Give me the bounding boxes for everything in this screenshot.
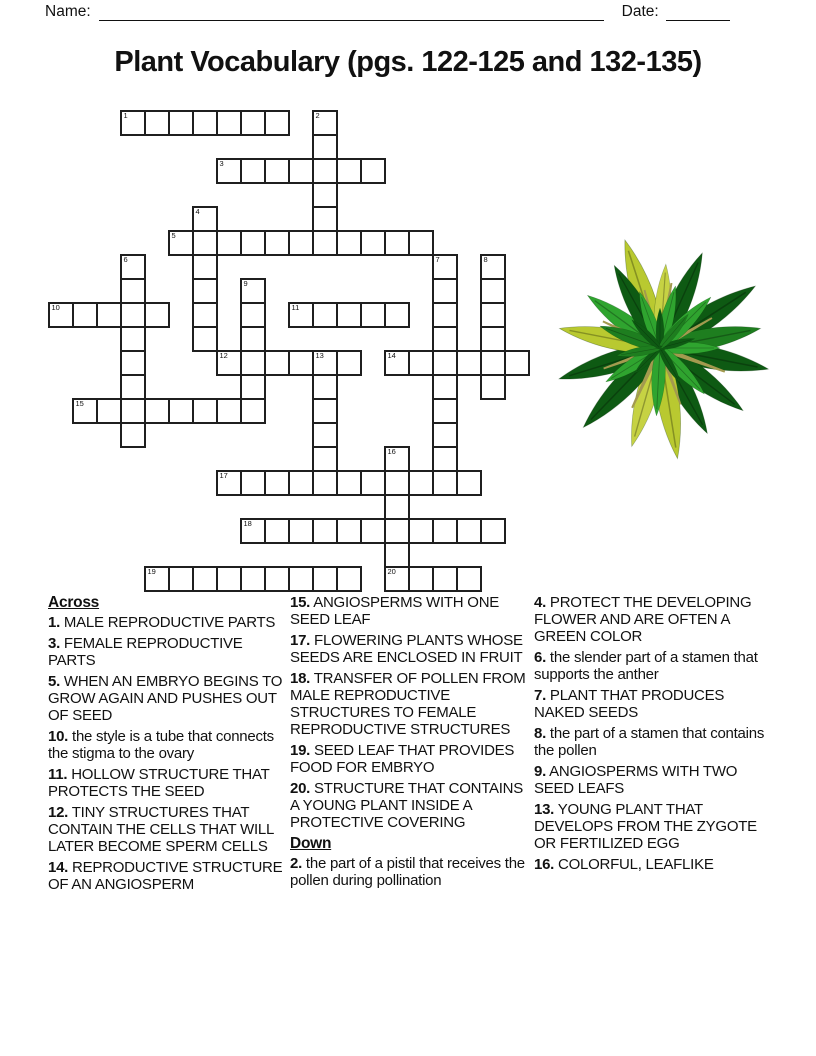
grid-cell[interactable]	[120, 302, 146, 328]
clue-6: 6. the slender part of a stamen that supports the anther	[534, 649, 758, 683]
grid-cell[interactable]	[240, 374, 266, 400]
grid-cell[interactable]	[288, 470, 314, 496]
cell-number: 10	[51, 303, 60, 312]
grid-cell[interactable]	[144, 302, 170, 328]
grid-cell[interactable]	[432, 518, 458, 544]
grid-cell[interactable]	[192, 278, 218, 304]
grid-cell[interactable]	[432, 278, 458, 304]
date-blank-line	[666, 5, 730, 21]
clue-number: 11.	[48, 766, 68, 783]
grid-cell[interactable]	[432, 422, 458, 448]
clue-number: 9.	[534, 763, 547, 780]
grid-cell[interactable]	[312, 230, 338, 256]
grid-cell[interactable]	[312, 134, 338, 160]
grid-cell[interactable]	[360, 470, 386, 496]
cell-number: 6	[123, 255, 128, 264]
cell-number: 8	[483, 255, 488, 264]
clue-4: 4. PROTECT THE DEVELOPING FLOWER AND ARE OFTEN A GREEN COLOR	[534, 594, 752, 645]
grid-cell[interactable]	[456, 518, 482, 544]
clue-number: 1.	[48, 614, 61, 631]
grid-cell[interactable]	[240, 326, 266, 352]
grid-cell[interactable]	[480, 326, 506, 352]
grid-cell[interactable]	[72, 302, 98, 328]
grid-cell[interactable]	[432, 446, 458, 472]
grid-cell[interactable]	[288, 302, 314, 328]
grid-cell[interactable]	[192, 326, 218, 352]
cell-number: 17	[219, 471, 228, 480]
grid-cell[interactable]	[288, 566, 314, 592]
clue-number: 14.	[48, 859, 69, 876]
grid-cell[interactable]	[168, 398, 194, 424]
grid-cell[interactable]	[264, 230, 290, 256]
clue-number: 16.	[534, 856, 555, 873]
grid-cell[interactable]	[336, 566, 362, 592]
grid-cell[interactable]	[480, 350, 506, 376]
clue-5: 5. WHEN AN EMBRYO BEGINS TO GROW AGAIN AND PUSHES OUT OF SEED	[48, 673, 283, 724]
grid-cell[interactable]	[312, 422, 338, 448]
grid-cell[interactable]	[240, 158, 266, 184]
grid-cell[interactable]	[312, 566, 338, 592]
grid-cell[interactable]	[120, 110, 146, 136]
grid-cell[interactable]	[192, 566, 218, 592]
grid-cell[interactable]	[264, 350, 290, 376]
grid-cell[interactable]	[240, 470, 266, 496]
grid-cell[interactable]	[216, 158, 242, 184]
grid-cell[interactable]	[264, 566, 290, 592]
grid-cell[interactable]	[96, 398, 122, 424]
grid-cell[interactable]	[384, 446, 410, 472]
across-heading: Across	[48, 594, 100, 611]
grid-cell[interactable]	[336, 518, 362, 544]
grid-cell[interactable]	[72, 398, 98, 424]
clue-number: 17.	[290, 632, 311, 649]
clue-number: 10.	[48, 728, 69, 745]
clue-number: 3.	[48, 635, 61, 652]
clue-10: 10. the style is a tube that connects the stigma to the ovary	[48, 728, 274, 762]
grid-cell[interactable]	[120, 326, 146, 352]
grid-cell[interactable]	[480, 254, 506, 280]
cell-number: 15	[75, 399, 84, 408]
name-label: Name:	[45, 3, 91, 20]
grid-cell[interactable]	[312, 110, 338, 136]
grid-cell[interactable]	[216, 350, 242, 376]
grid-cell[interactable]	[168, 110, 194, 136]
clue-3: 3. FEMALE REPRODUCTIVE PARTS	[48, 635, 243, 669]
clue-13: 13. YOUNG PLANT THAT DEVELOPS FROM THE ZYGOTE OR FERTILIZED EGG	[534, 801, 757, 852]
grid-cell[interactable]	[48, 302, 74, 328]
grid-cell[interactable]	[384, 470, 410, 496]
grid-cell[interactable]	[168, 566, 194, 592]
clue-17: 17. FLOWERING PLANTS WHOSE SEEDS ARE ENCLOSED IN FRUIT	[290, 632, 523, 666]
cell-number: 11	[291, 303, 300, 312]
cell-number: 18	[243, 519, 252, 528]
grid-cell[interactable]	[456, 350, 482, 376]
grid-cell[interactable]	[384, 566, 410, 592]
clue-column-3	[534, 594, 776, 877]
clue-7: 7. PLANT THAT PRODUCES NAKED SEEDS	[534, 687, 725, 721]
grid-cell[interactable]	[216, 470, 242, 496]
grid-cell[interactable]	[192, 206, 218, 232]
grid-cell[interactable]	[264, 158, 290, 184]
grid-cell[interactable]	[288, 230, 314, 256]
cell-number: 20	[387, 567, 396, 576]
clue-16: 16. COLORFUL, LEAFLIKE	[534, 856, 714, 873]
grid-cell[interactable]	[240, 278, 266, 304]
grid-cell[interactable]	[480, 302, 506, 328]
grid-cell[interactable]	[216, 230, 242, 256]
grid-cell[interactable]	[264, 470, 290, 496]
cell-number: 9	[243, 279, 248, 288]
grid-cell[interactable]	[120, 422, 146, 448]
grid-cell[interactable]	[192, 110, 218, 136]
grid-cell[interactable]	[240, 518, 266, 544]
clue-number: 8.	[534, 725, 547, 742]
grid-cell[interactable]	[312, 446, 338, 472]
clue-14: 14. REPRODUCTIVE STRUCTURE OF AN ANGIOSPERM	[48, 859, 283, 893]
grid-cell[interactable]	[408, 350, 434, 376]
grid-cell[interactable]	[504, 350, 530, 376]
grid-cell[interactable]	[288, 518, 314, 544]
grid-cell[interactable]	[240, 302, 266, 328]
date-label: Date:	[621, 3, 659, 20]
grid-cell[interactable]	[408, 230, 434, 256]
grid-cell[interactable]	[408, 518, 434, 544]
grid-cell[interactable]	[480, 374, 506, 400]
clue-1: 1. MALE REPRODUCTIVE PARTS	[48, 614, 276, 631]
clue-9: 9. ANGIOSPERMS WITH TWO SEED LEAFS	[534, 763, 738, 797]
grid-cell[interactable]	[264, 110, 290, 136]
grid-cell[interactable]	[336, 230, 362, 256]
grid-cell[interactable]	[480, 518, 506, 544]
grid-cell[interactable]	[432, 302, 458, 328]
grid-cell[interactable]	[312, 182, 338, 208]
cell-number: 1	[123, 111, 128, 120]
grid-cell[interactable]	[144, 566, 170, 592]
grid-cell[interactable]	[312, 374, 338, 400]
grid-cell[interactable]	[192, 254, 218, 280]
grid-cell[interactable]	[288, 350, 314, 376]
grid-cell[interactable]	[312, 206, 338, 232]
grid-cell[interactable]	[240, 350, 266, 376]
grid-cell[interactable]	[168, 230, 194, 256]
grid-cell[interactable]	[432, 254, 458, 280]
grid-cell[interactable]	[144, 398, 170, 424]
clue-19: 19. SEED LEAF THAT PROVIDES FOOD FOR EMBRYO	[290, 742, 515, 776]
grid-cell[interactable]	[360, 302, 386, 328]
grid-cell[interactable]	[432, 470, 458, 496]
grid-cell[interactable]	[192, 302, 218, 328]
clue-20: 20. STRUCTURE THAT CONTAINS A YOUNG PLANT INSIDE A PROTECTIVE COVERING	[290, 780, 524, 831]
grid-cell[interactable]	[192, 230, 218, 256]
grid-cell[interactable]	[384, 302, 410, 328]
grid-cell[interactable]	[432, 326, 458, 352]
cell-number: 13	[315, 351, 324, 360]
grid-cell[interactable]	[312, 158, 338, 184]
grid-cell[interactable]	[288, 158, 314, 184]
down-heading: Down	[290, 835, 332, 852]
clue-15: 15. ANGIOSPERMS WITH ONE SEED LEAF	[290, 594, 500, 628]
grid-cell[interactable]	[336, 302, 362, 328]
grid-cell[interactable]	[312, 398, 338, 424]
clue-number: 6.	[534, 649, 547, 666]
cell-number: 16	[387, 447, 396, 456]
clue-number: 15.	[290, 594, 311, 611]
grid-cell[interactable]	[336, 158, 362, 184]
grid-cell[interactable]	[312, 470, 338, 496]
grid-cell[interactable]	[96, 302, 122, 328]
clue-number: 7.	[534, 687, 547, 704]
clue-number: 5.	[48, 673, 61, 690]
grid-cell[interactable]	[384, 542, 410, 568]
cell-number: 3	[219, 159, 224, 168]
grid-cell[interactable]	[120, 278, 146, 304]
grid-cell[interactable]	[264, 518, 290, 544]
clue-11: 11. HOLLOW STRUCTURE THAT PROTECTS THE SEED	[48, 766, 270, 800]
grid-cell[interactable]	[240, 566, 266, 592]
grid-cell[interactable]	[120, 398, 146, 424]
cell-number: 2	[315, 111, 320, 120]
grid-cell[interactable]	[456, 566, 482, 592]
grid-cell[interactable]	[144, 110, 170, 136]
grid-cell[interactable]	[240, 110, 266, 136]
grid-cell[interactable]	[432, 566, 458, 592]
grid-cell[interactable]	[384, 494, 410, 520]
grid-cell[interactable]	[120, 374, 146, 400]
clue-18: 18. TRANSFER OF POLLEN FROM MALE REPRODUCTIVE STRUCTURES TO FEMALE REPRODUCTIVE STRUCTURES	[290, 670, 526, 738]
name-blank-line	[99, 5, 604, 21]
grid-cell[interactable]	[240, 230, 266, 256]
plant-leaves-image	[530, 231, 790, 465]
grid-cell[interactable]	[432, 374, 458, 400]
clue-number: 2.	[290, 855, 303, 872]
clue-number: 12.	[48, 804, 69, 821]
grid-cell[interactable]	[336, 350, 362, 376]
page-title: Plant Vocabulary (pgs. 122-125 and 132-135)	[114, 46, 702, 78]
clue-8: 8. the part of a stamen that contains the pollen	[534, 725, 765, 759]
grid-cell[interactable]	[384, 230, 410, 256]
grid-cell[interactable]	[360, 230, 386, 256]
cell-number: 12	[219, 351, 228, 360]
grid-cell[interactable]	[456, 470, 482, 496]
clue-number: 13.	[534, 801, 555, 818]
grid-cell[interactable]	[312, 518, 338, 544]
grid-cell[interactable]	[480, 278, 506, 304]
grid-cell[interactable]	[384, 350, 410, 376]
clue-12: 12. TINY STRUCTURES THAT CONTAIN THE CELLS THAT WILL LATER BECOME SPERM CELLS	[48, 804, 274, 855]
cell-number: 7	[435, 255, 440, 264]
grid-cell[interactable]	[216, 110, 242, 136]
grid-cell[interactable]	[432, 398, 458, 424]
grid-cell[interactable]	[360, 158, 386, 184]
header-row	[45, 3, 771, 21]
clue-number: 4.	[534, 594, 547, 611]
clue-2: 2. the part of a pistil that receives the pollen during pollination	[290, 855, 525, 889]
grid-cell[interactable]	[432, 350, 458, 376]
grid-cell[interactable]	[336, 470, 362, 496]
clue-number: 20.	[290, 780, 311, 797]
grid-cell[interactable]	[312, 350, 338, 376]
grid-cell[interactable]	[216, 398, 242, 424]
cell-number: 14	[387, 351, 396, 360]
cell-number: 19	[147, 567, 156, 576]
clue-column-1	[48, 594, 290, 897]
crossword-grid	[48, 110, 580, 594]
grid-cell[interactable]	[408, 566, 434, 592]
grid-cell[interactable]	[240, 398, 266, 424]
cell-number: 4	[195, 207, 200, 216]
clue-column-2	[290, 594, 535, 893]
grid-cell[interactable]	[360, 518, 386, 544]
grid-cell[interactable]	[408, 470, 434, 496]
cell-number: 5	[171, 231, 176, 240]
grid-cell[interactable]	[384, 518, 410, 544]
clue-number: 19.	[290, 742, 311, 759]
grid-cell[interactable]	[312, 302, 338, 328]
grid-cell[interactable]	[120, 350, 146, 376]
grid-cell[interactable]	[216, 566, 242, 592]
grid-cell[interactable]	[120, 254, 146, 280]
clue-number: 18.	[290, 670, 311, 687]
grid-cell[interactable]	[192, 398, 218, 424]
